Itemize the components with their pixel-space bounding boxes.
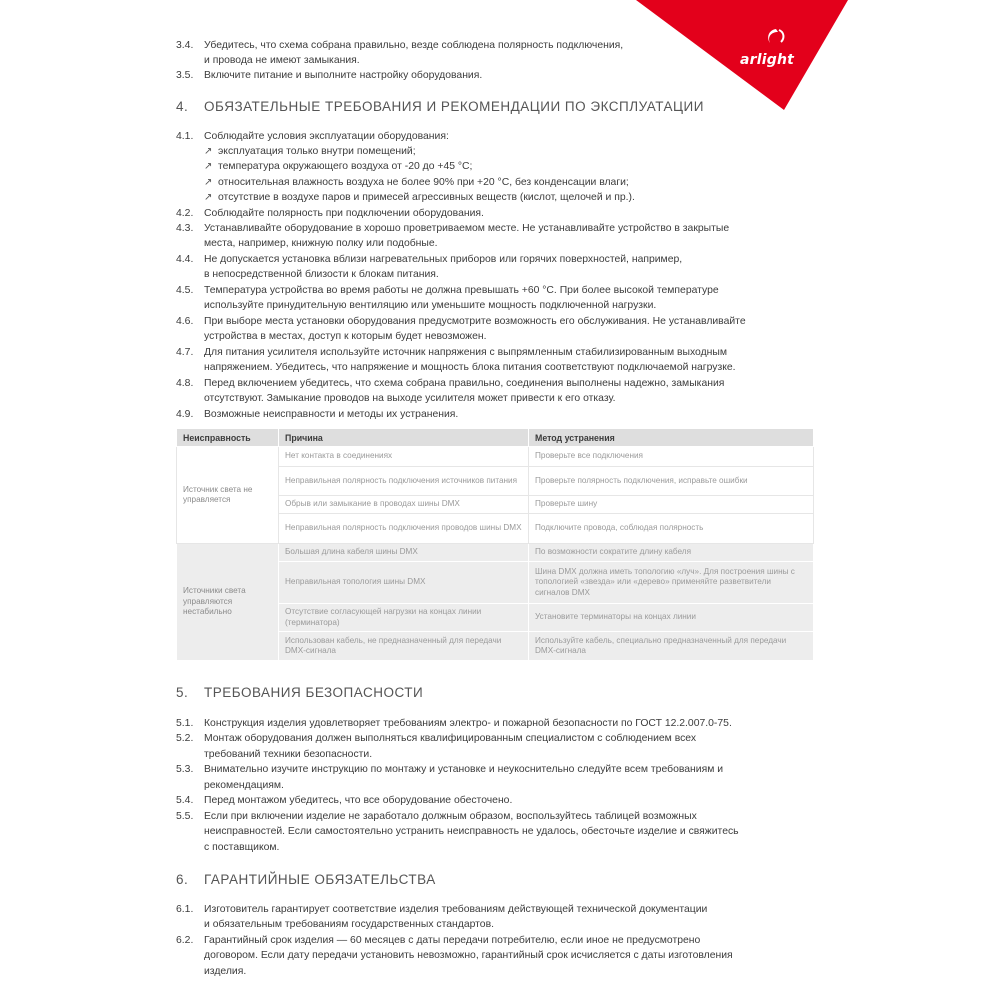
item-number: 4.3. xyxy=(176,223,194,234)
item-text: Убедитесь, что схема собрана правильно, везде соблюдена полярность подключения, xyxy=(204,40,624,51)
logo-swoosh-icon xyxy=(764,26,788,48)
item-text: Перед монтажом убедитесь, что все оборудование обесточено. xyxy=(204,795,513,806)
item-text: Для питания усилителя используйте источник напряжения с выпрямленным стабилизированным выходным xyxy=(204,347,728,358)
bullet-arrow-icon: ↗ xyxy=(204,161,213,172)
section-number: 5. xyxy=(176,685,189,700)
table-cell: Нет контакта в соединениях xyxy=(279,447,529,467)
bullet-text: эксплуатация только внутри помещений; xyxy=(218,146,416,157)
table-cell: Проверьте полярность подключения, исправьте ошибки xyxy=(529,467,814,496)
item-number: 4.4. xyxy=(176,254,194,265)
item-number: 4.7. xyxy=(176,347,194,358)
bullet-text: относительная влажность воздуха не более 90% при +20 °C, без конденсации влаги; xyxy=(218,177,629,188)
table-group-label: Источники света управляются нестабильно xyxy=(177,544,279,661)
bullet-arrow-icon: ↗ xyxy=(204,146,213,157)
item-text: изделия. xyxy=(204,966,247,977)
table-cell: Установите терминаторы на концах линии xyxy=(529,604,814,632)
item-text: отсутствуют. Замыкание проводов на выходе усилителя может привести к его отказу. xyxy=(204,393,616,404)
table-header-row xyxy=(177,429,814,447)
item-text: Изготовитель гарантирует соответствие изделия требованиям действующей технической документации xyxy=(204,904,708,915)
table-header-cell: Метод устранения xyxy=(529,429,814,447)
table-cell: Большая длина кабеля шины DMX xyxy=(279,544,529,562)
table-cell: Обрыв или замыкание в проводах шины DMX xyxy=(279,496,529,514)
item-text: Соблюдайте условия эксплуатации оборудования: xyxy=(204,131,449,142)
item-text: Конструкция изделия удовлетворяет требованиям электро- и пожарной безопасности по ГОСТ 12.2.007.0-75. xyxy=(204,718,732,729)
item-text: используйте принудительную вентиляцию или уменьшите мощность подключенной нагрузки. xyxy=(204,300,657,311)
item-number: 3.4. xyxy=(176,40,194,51)
item-number: 5.2. xyxy=(176,733,194,744)
item-text: и обязательным требованиям государственных стандартов. xyxy=(204,919,494,930)
item-text: требований техники безопасности. xyxy=(204,749,373,760)
item-number: 4.8. xyxy=(176,378,194,389)
troubleshooting-table xyxy=(176,428,814,661)
item-number: 6.2. xyxy=(176,935,194,946)
item-number: 4.2. xyxy=(176,208,194,219)
item-text: Возможные неисправности и методы их устранения. xyxy=(204,409,459,420)
item-number: 4.9. xyxy=(176,409,194,420)
item-text: места, например, книжную полку или подобные. xyxy=(204,238,438,249)
table-cell: Проверьте все подключения xyxy=(529,447,814,467)
item-number: 5.3. xyxy=(176,764,194,775)
table-cell: Проверьте шину xyxy=(529,496,814,514)
item-text: При выборе места установки оборудования предусмотрите возможность его обслуживания. Не устанавливайте xyxy=(204,316,746,327)
bullet-arrow-icon: ↗ xyxy=(204,177,213,188)
item-text: устройства в местах, доступ к которым будет невозможен. xyxy=(204,331,487,342)
section-title: ТРЕБОВАНИЯ БЕЗОПАСНОСТИ xyxy=(204,685,424,700)
table-cell: Подключите провода, соблюдая полярность xyxy=(529,514,814,544)
item-number: 4.6. xyxy=(176,316,194,327)
brand-logo: arlight xyxy=(740,52,795,68)
item-number: 5.4. xyxy=(176,795,194,806)
bullet-arrow-icon: ↗ xyxy=(204,192,213,203)
section-number: 6. xyxy=(176,872,189,887)
table-group-label: Источник света не управляется xyxy=(177,447,279,544)
table-cell: По возможности сократите длину кабеля xyxy=(529,544,814,562)
item-text: неисправностей. Если самостоятельно устранить неисправность не удалось, обесточьте изделие и свяжитесь xyxy=(204,826,739,837)
item-number: 6.1. xyxy=(176,904,194,915)
item-text: Перед включением убедитесь, что схема собрана правильно, соединения выполнены надежно, замыкания xyxy=(204,378,725,389)
item-text: Устанавливайте оборудование в хорошо проветриваемом месте. Не устанавливайте устройство в закрытые xyxy=(204,223,730,234)
table-cell: Отсутствие согласующей нагрузки на концах линии (терминатора) xyxy=(279,604,529,632)
item-text: Не допускается установка вблизи нагревательных приборов или горячих поверхностей, например, xyxy=(204,254,683,265)
item-text: Включите питание и выполните настройку оборудования. xyxy=(204,70,483,81)
bullet-text: отсутствие в воздухе паров и примесей агрессивных веществ (кислот, щелочей и пр.). xyxy=(218,192,635,203)
item-text: договором. Если дату передачи установить невозможно, гарантийный срок исчисляется с даты изготовления xyxy=(204,950,733,961)
item-number: 3.5. xyxy=(176,70,194,81)
section-title: ОБЯЗАТЕЛЬНЫЕ ТРЕБОВАНИЯ И РЕКОМЕНДАЦИИ ПО ЭКСПЛУАТАЦИИ xyxy=(204,99,704,114)
table-cell: Неправильная полярность подключения источников питания xyxy=(279,467,529,496)
table-row xyxy=(177,447,814,467)
item-text: Монтаж оборудования должен выполняться квалифицированным специалистом с соблюдением всех xyxy=(204,733,697,744)
item-text: Гарантийный срок изделия — 60 месяцев с даты передачи потребителю, если иное не предусмотрено xyxy=(204,935,701,946)
item-text: Соблюдайте полярность при подключении оборудования. xyxy=(204,208,484,219)
section-number: 4. xyxy=(176,99,189,114)
item-text: и провода не имеют замыкания. xyxy=(204,55,360,66)
item-number: 5.5. xyxy=(176,811,194,822)
table-cell: Используйте кабель, специально предназначенный для передачи DMX-сигнала xyxy=(529,632,814,661)
table-header-cell: Причина xyxy=(279,429,529,447)
item-text: Внимательно изучите инструкцию по монтажу и установке и неукоснительно следуйте всем требованиям и xyxy=(204,764,724,775)
table-header-cell: Неисправность xyxy=(177,429,279,447)
item-number: 4.5. xyxy=(176,285,194,296)
item-text: рекомендациям. xyxy=(204,780,284,791)
item-text: Если при включении изделие не заработало должным образом, воспользуйтесь таблицей возможных xyxy=(204,811,697,822)
item-text: с поставщиком. xyxy=(204,842,280,853)
item-number: 5.1. xyxy=(176,718,194,729)
table-cell: Неправильная полярность подключения проводов шины DMX xyxy=(279,514,529,544)
item-text: Температура устройства во время работы не должна превышать +60 °C. При более высокой температуре xyxy=(204,285,719,296)
item-text: напряжением. Убедитесь, что напряжение и мощность блока питания соответствуют подключаемой нагрузке. xyxy=(204,362,736,373)
table-cell: Неправильная топология шины DMX xyxy=(279,562,529,604)
table-row xyxy=(177,544,814,562)
item-number: 4.1. xyxy=(176,131,194,142)
bullet-text: температура окружающего воздуха от -20 до +45 °C; xyxy=(218,161,473,172)
item-text: в непосредственной близости к блокам питания. xyxy=(204,269,439,280)
table-cell: Использован кабель, не предназначенный для передачи DMX-сигнала xyxy=(279,632,529,661)
table-cell: Шина DMX должна иметь топологию «луч». Для построения шины с топологией «звезда» или «дерево» применяйте разветвители сигналов DMX xyxy=(529,562,814,604)
section-title: ГАРАНТИЙНЫЕ ОБЯЗАТЕЛЬСТВА xyxy=(204,872,436,887)
